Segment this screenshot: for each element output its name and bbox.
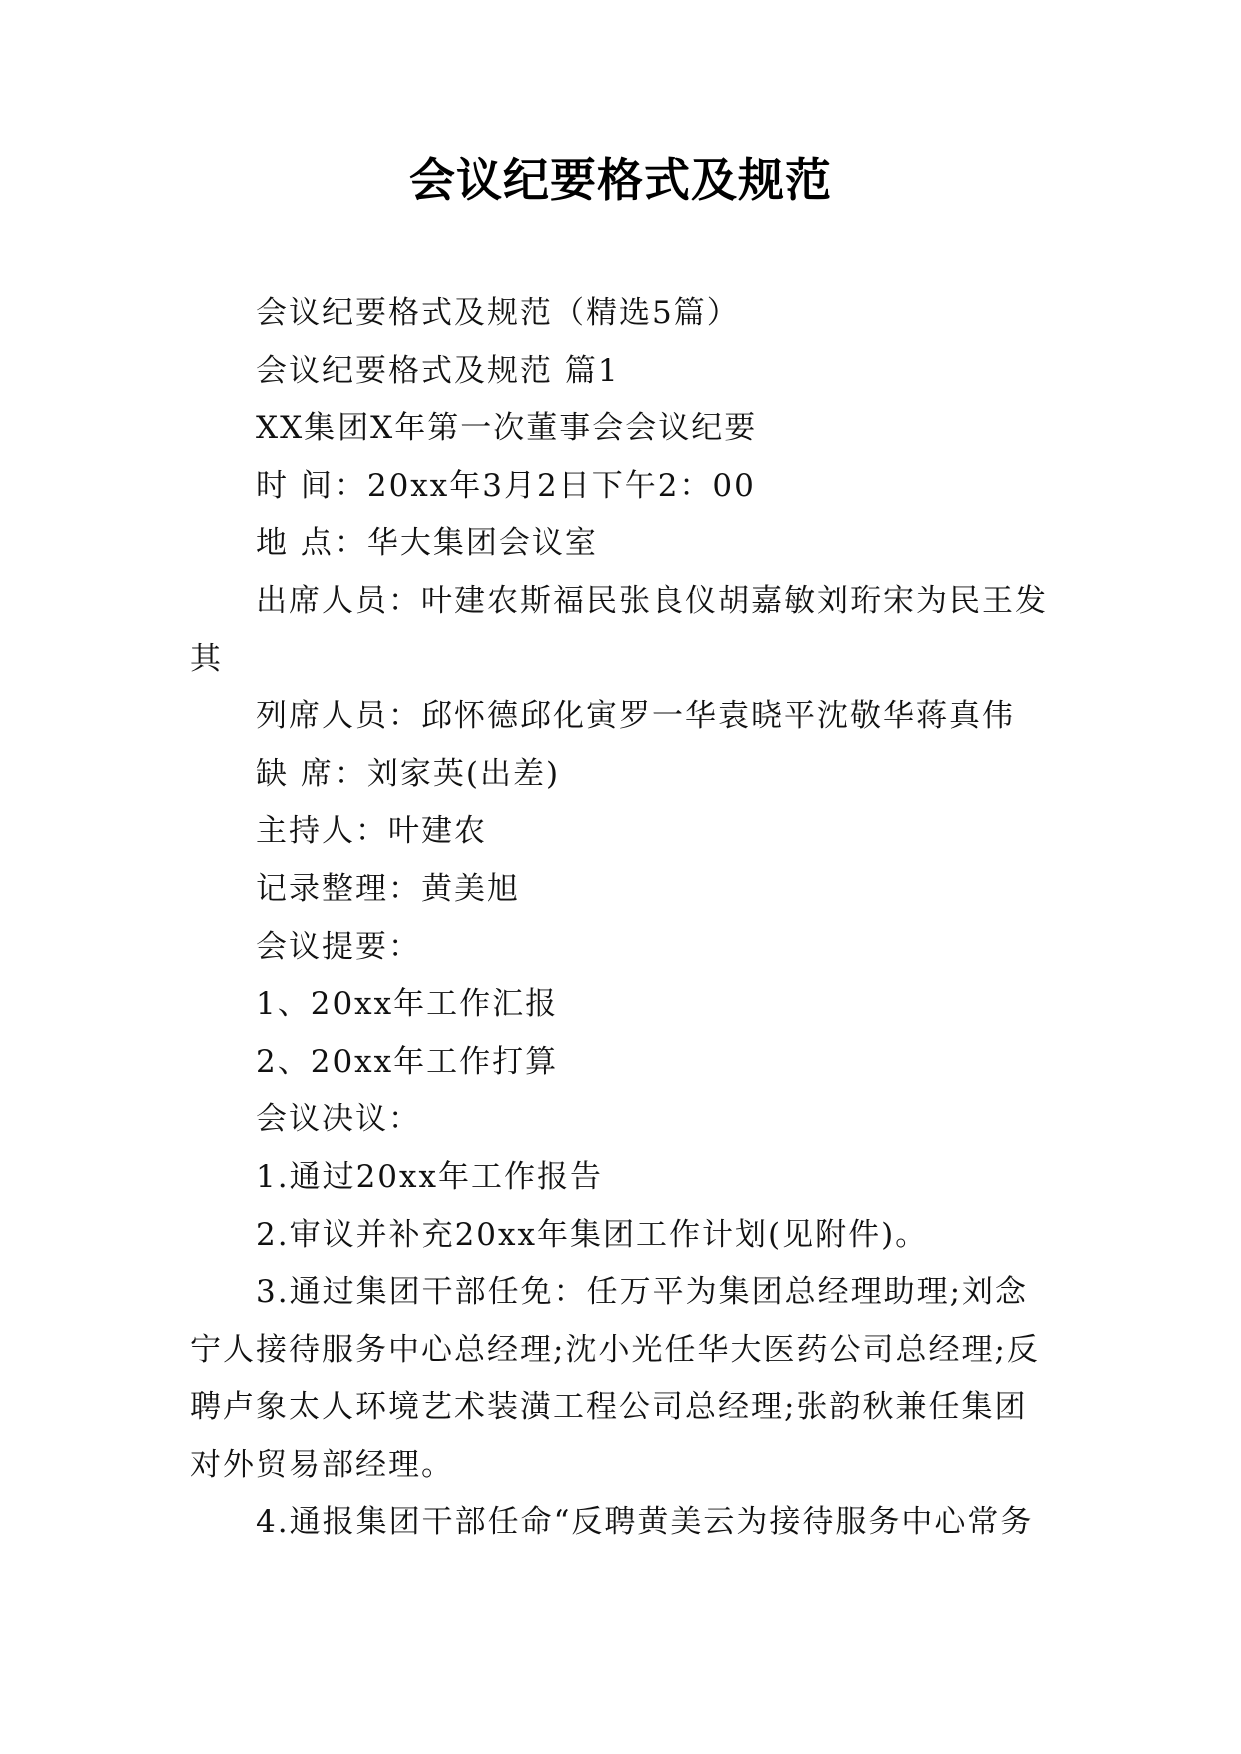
paragraph-resolution-item: 2.审议并补充20xx年集团工作计划(见附件)。	[256, 1216, 929, 1253]
paragraph-resolution-item: 1.通过20xx年工作报告	[256, 1158, 603, 1195]
paragraph-section-heading: 会议纪要格式及规范 篇1	[256, 352, 620, 389]
paragraph-absent: 缺 席：刘家英(出差)	[256, 755, 561, 792]
paragraph-agenda-item: 1、20xx年工作汇报	[256, 986, 559, 1023]
paragraph-recorder: 记录整理：黄美旭	[256, 870, 520, 907]
paragraph-resolution-item: 3.通过集团干部任免：任万平为集团总经理助理;刘念宁人接待服务中心总经理;沈小光任华大医药公司总经理;反聘卢象太人环境艺术装潢工程公司总经理;张韵秋兼任集团对外贸易部经理。	[190, 1274, 1040, 1483]
paragraph-agenda-heading: 会议提要：	[256, 928, 421, 965]
paragraph-resolutions-heading: 会议决议：	[256, 1101, 421, 1138]
paragraph-time: 时 间：20xx年3月2日下午2：00	[256, 467, 756, 504]
paragraph-minutes-title: XX集团X年第一次董事会会议纪要	[256, 410, 758, 447]
document-body	[190, 285, 1060, 1552]
paragraph-subtitle: 会议纪要格式及规范（精选5篇）	[256, 295, 740, 331]
paragraph-observers: 列席人员：邱怀德邱化寅罗一华袁晓平沈敬华蒋真伟	[256, 698, 1015, 735]
paragraph-location: 地 点：华大集团会议室	[256, 525, 598, 562]
paragraph-resolution-item: 4.通报集团干部任命“反聘黄美云为接待服务中心常务	[256, 1504, 1034, 1541]
paragraph-attendees: 出席人员：叶建农斯福民张良仪胡嘉敏刘珩宋为民王发其	[190, 582, 1048, 677]
paragraph-host: 主持人：叶建农	[256, 813, 487, 850]
document-title: 会议纪要格式及规范	[409, 153, 832, 207]
paragraph-agenda-item: 2、20xx年工作打算	[256, 1043, 559, 1080]
